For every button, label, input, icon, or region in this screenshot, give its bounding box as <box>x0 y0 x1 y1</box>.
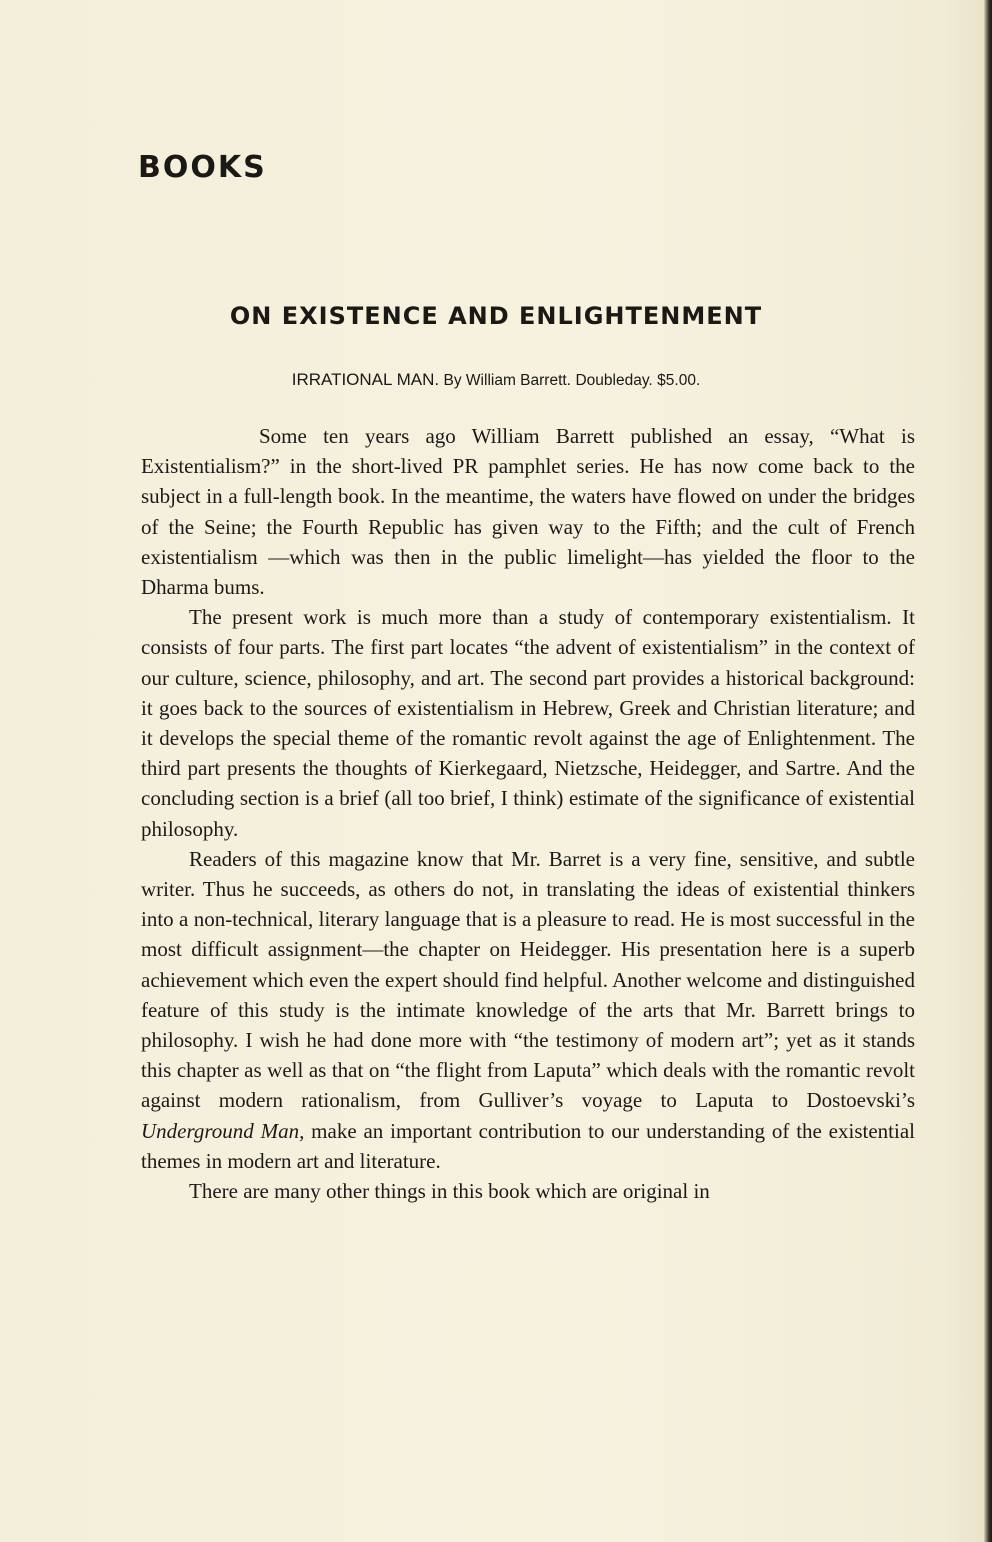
book-title: IRRATIONAL MAN. <box>291 370 440 389</box>
book-citation <box>0 370 992 390</box>
book-author: By William Barrett. <box>443 372 571 389</box>
article-body <box>141 421 915 1206</box>
book-reference-italic: Underground Man, <box>141 1118 305 1143</box>
paragraph-1: Some ten years ago William Barrett published an essay, “What is Existentialism?” in the short-lived PR pamphlet series. He has now come back to the subject in a full-length book. In the meantime, the waters have flowed on under the bridges of the Seine; the Fourth Republic has given way to the Fifth; and the cult of French existentialism —which was then in the public limelight—has yielded the floor to the Dharma bums. <box>141 424 915 600</box>
paragraph-3 <box>141 844 915 1176</box>
book-price: $5.00. <box>657 372 701 389</box>
paragraph-3-text-after: make an important contribution to our understanding of the existential themes in modern art and literature. <box>141 1118 915 1173</box>
page-edge-shadow <box>984 0 992 1542</box>
section-heading: BOOKS <box>138 150 267 185</box>
paragraph-4: There are many other things in this book which are original in <box>189 1179 710 1204</box>
paragraph-3-text-before: Readers of this magazine know that Mr. Barret is a very fine, sensitive, and subtle writer. Thus he succeeds, as others do not, in translating the ideas of existential thinkers into a non-technical, literary language that is a pleasure to read. He is most successful in the most difficult assignment—the chapter on Heidegger. His presentation here is a superb achievement which even the expert should find helpful. Another welcome and distinguished feature of this study is the intimate knowledge of the arts that Mr. Barrett brings to philosophy. I wish he had done more with “the testimony of modern art”; yet as it stands this chapter as well as that on “the flight from Laputa” which deals with the romantic revolt against modern rationalism, from Gulliver’s voyage to Laputa to Dostoevski’s <box>141 846 915 1113</box>
paragraph-2: The present work is much more than a study of contemporary existentialism. It consists of four parts. The first part locates “the advent of existentialism” in the context of our culture, science, philosophy, and art. The second part provides a historical background: it goes back to the sources of existentialism in Hebrew, Greek and Christian literature; and it develops the special theme of the romantic revolt against the age of Enlightenment. The third part presents the thoughts of Kierkegaard, Nietzsche, Heidegger, and Sartre. And the concluding section is a brief (all too brief, I think) estimate of the significance of existential philosophy. <box>141 605 915 841</box>
article-title: ON EXISTENCE AND ENLIGHTENMENT <box>229 302 763 330</box>
book-publisher: Doubleday. <box>575 372 653 389</box>
